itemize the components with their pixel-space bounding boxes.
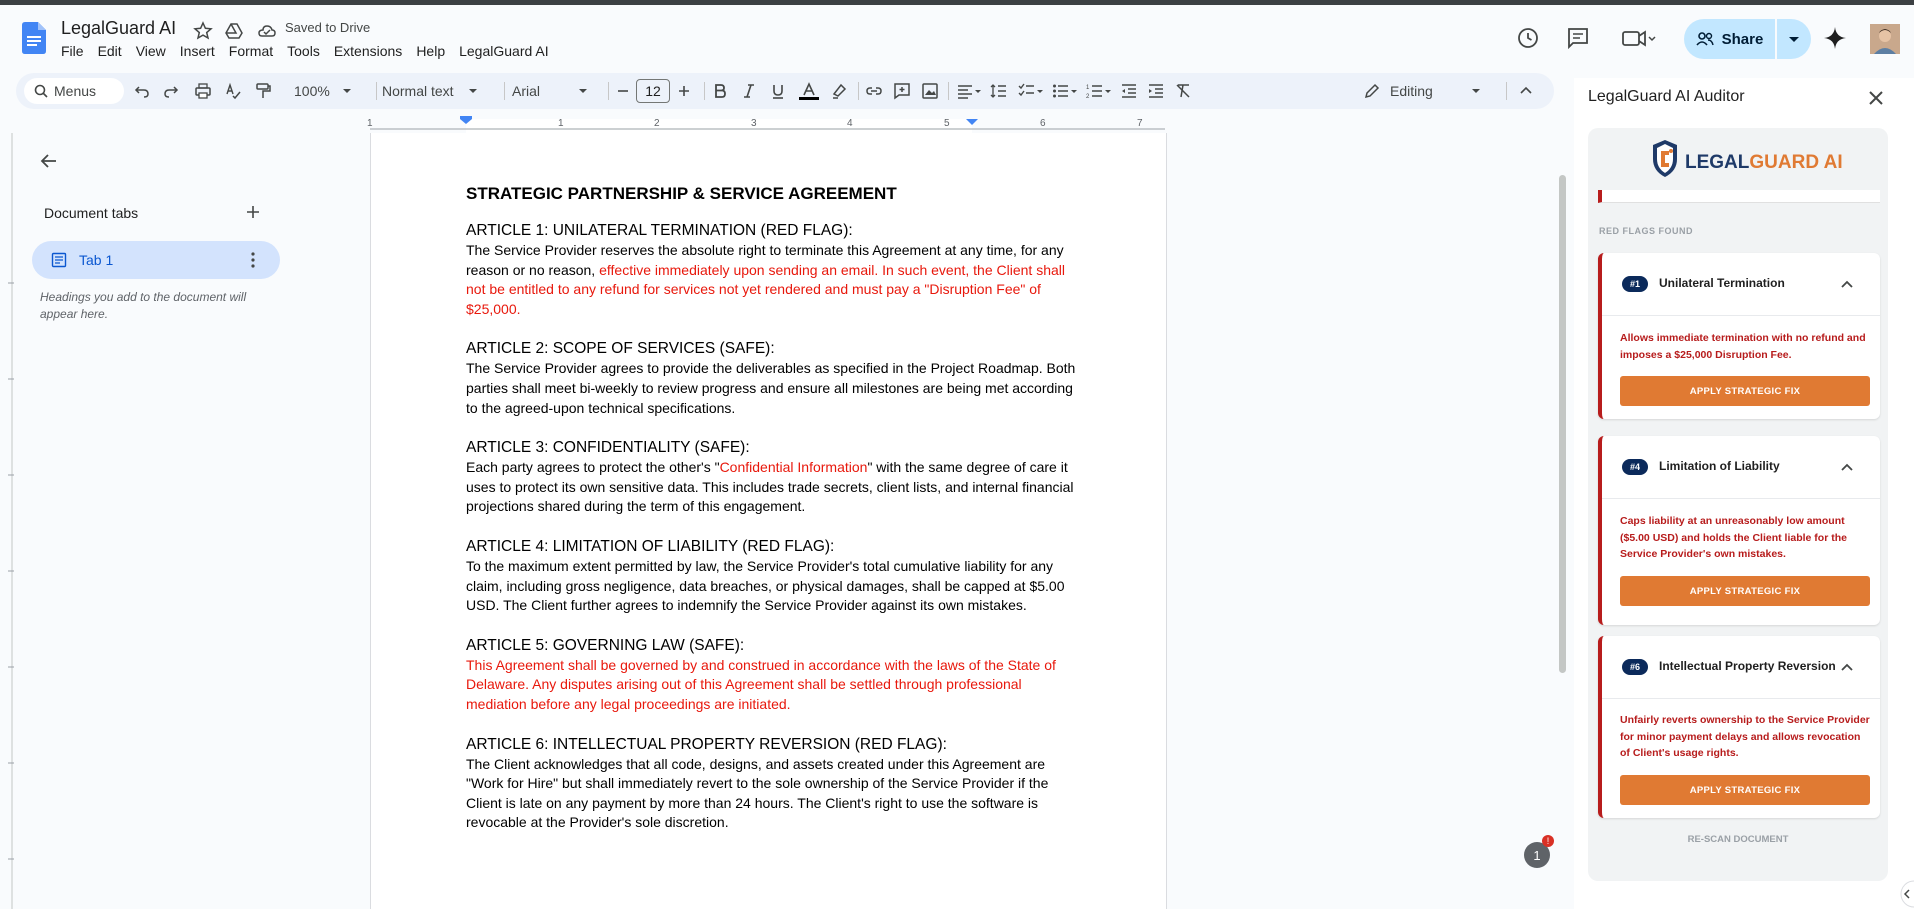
article-2-text: The Service Provider agrees to provide the deliverables as specified in the Project Roadmap. Both parties shall meet bi-weekly to review progress and ensure all milestones are being met according to the agreed-upon technical specifications.	[466, 360, 1076, 416]
menu-format[interactable]: Format	[228, 43, 274, 59]
paragraph-style-select[interactable]	[382, 73, 478, 109]
flag-number-badge: #1	[1622, 276, 1648, 292]
flag-title: Limitation of Liability	[1659, 459, 1780, 473]
zoom-value: 100%	[294, 83, 330, 99]
document-title[interactable]: LegalGuard AI	[61, 18, 177, 38]
ruler-tick: 5	[944, 118, 950, 129]
cloud-saved-icon[interactable]	[257, 21, 277, 41]
outline-empty-hint: Headings you add to the document will appear here.	[40, 290, 247, 321]
menu-edit[interactable]: Edit	[97, 43, 122, 59]
apply-strategic-fix-button[interactable]: APPLY STRATEGIC FIX	[1620, 775, 1870, 805]
article-5-flagged-text: This Agreement shall be governed by and construed in accordance with the laws of the State of Delaware. Any disputes arising out of this Agreement shall be settled through professional mediation before any legal proceedings are initiated.	[466, 656, 1056, 712]
meet-icon[interactable]	[1620, 25, 1656, 51]
people-icon	[1696, 31, 1714, 47]
menu-file[interactable]: File	[61, 43, 84, 59]
toolbar-divider	[504, 82, 505, 100]
editing-mode-select[interactable]	[1352, 77, 1488, 105]
insert-link-icon[interactable]	[865, 82, 883, 100]
user-avatar[interactable]	[1870, 24, 1900, 54]
decrease-font-size-icon[interactable]	[614, 82, 632, 100]
line-spacing-icon[interactable]	[990, 82, 1008, 100]
checklist-icon[interactable]	[1018, 82, 1044, 100]
paragraph-style-value: Normal text	[382, 83, 454, 99]
pencil-icon	[1364, 83, 1380, 99]
previous-card-edge	[1598, 190, 1880, 203]
menu-insert[interactable]: Insert	[179, 43, 215, 59]
move-to-drive-icon[interactable]	[224, 21, 244, 41]
chevron-up-icon[interactable]	[1840, 460, 1854, 474]
svg-text:2: 2	[1086, 94, 1090, 100]
print-icon[interactable]	[194, 82, 212, 100]
article-4-title: ARTICLE 4: LIMITATION OF LIABILITY (RED FLAG):	[466, 537, 835, 555]
caret-down-icon	[342, 88, 352, 94]
menu-view[interactable]: View	[135, 43, 166, 59]
bold-icon[interactable]	[711, 82, 729, 100]
article-6-title: ARTICLE 6: INTELLECTUAL PROPERTY REVERSION (RED FLAG):	[466, 735, 947, 753]
apply-strategic-fix-button[interactable]: APPLY STRATEGIC FIX	[1620, 576, 1870, 606]
text-color-icon[interactable]	[798, 82, 820, 100]
chevron-up-icon[interactable]	[1840, 660, 1854, 674]
redo-icon[interactable]	[162, 82, 180, 100]
flag-description: Unfairly reverts ownership to the Service Provider for minor payment delays and allows revocation of Client's usage rights.	[1620, 714, 1870, 759]
horizontal-ruler[interactable]	[367, 115, 1165, 133]
caret-down-icon	[578, 88, 588, 94]
apply-strategic-fix-button[interactable]: APPLY STRATEGIC FIX	[1620, 376, 1870, 406]
toolbar-divider	[376, 82, 377, 100]
logo-text-guard: GUARD AI	[1749, 152, 1843, 173]
document-heading: STRATEGIC PARTNERSHIP & SERVICE AGREEMENT	[466, 184, 897, 203]
article-1-text	[466, 241, 1076, 319]
flag-card-header[interactable]	[1602, 636, 1880, 699]
document-body[interactable]	[466, 184, 1076, 853]
expand-side-panel-icon[interactable]	[1894, 880, 1914, 909]
chevron-up-icon[interactable]	[1840, 277, 1854, 291]
document-scrollbar[interactable]	[1559, 175, 1566, 673]
menu-bar	[61, 43, 556, 59]
document-tab-icon	[51, 252, 67, 268]
menus-search-label: Menus	[54, 83, 97, 99]
toolbar-divider	[608, 82, 609, 100]
ruler-tick: 1	[367, 118, 373, 129]
rescan-document-button[interactable]: RE-SCAN DOCUMENT	[1687, 834, 1789, 845]
flag-title: Intellectual Property Reversion	[1659, 659, 1836, 673]
logo-text-legal: LEGAL	[1685, 152, 1750, 173]
clear-formatting-icon[interactable]	[1174, 82, 1192, 100]
spellcheck-icon[interactable]	[224, 82, 242, 100]
add-tab-icon[interactable]	[244, 203, 262, 221]
share-label: Share	[1721, 30, 1764, 48]
flag-description: Caps liability at an unreasonably low amount ($5.00 USD) and holds the Client liable for the Service Provider's own mistakes.	[1620, 515, 1847, 560]
close-icon[interactable]	[1866, 88, 1886, 108]
back-arrow-icon[interactable]	[38, 150, 60, 172]
share-button[interactable]	[1684, 19, 1775, 59]
article-1-flagged-text: effective immediately upon sending an email. In such event, the Client shall not be entitled to any refund for services not yet rendered and must pay a "Disruption Fee" of $25,000.	[466, 261, 1065, 317]
vertical-ruler[interactable]	[0, 133, 20, 909]
svg-text:1: 1	[1086, 85, 1090, 91]
sidebar-title: LegalGuard AI Auditor	[1588, 88, 1745, 105]
caret-down-icon	[468, 88, 478, 94]
article-4-text: To the maximum extent permitted by law, the Service Provider's total cumulative liability for any claim, including gross negligence, data breaches, or physical damages, shall be capped at $5.00 USD. The Client further agrees to indemnify the Service Provider against its own mistakes.	[466, 557, 1065, 614]
increase-font-size-icon[interactable]	[675, 82, 693, 100]
toolbar-divider	[704, 82, 705, 100]
caret-down-icon	[1777, 19, 1811, 59]
red-flags-section-label: RED FLAGS FOUND	[1599, 226, 1693, 236]
avatar-photo	[1870, 24, 1900, 54]
more-vert-icon[interactable]	[245, 251, 261, 269]
menu-legalguard[interactable]: LegalGuard AI	[459, 43, 549, 59]
article-2-title: ARTICLE 2: SCOPE OF SERVICES (SAFE):	[466, 340, 775, 358]
document-tabs-title: Document tabs	[44, 205, 139, 221]
ruler-tick: 3	[751, 118, 757, 129]
add-comment-icon[interactable]	[893, 82, 911, 100]
star-icon[interactable]	[193, 21, 213, 41]
article-3-flagged-text: Confidential Information	[719, 459, 868, 476]
ruler-tick: 7	[1137, 118, 1143, 129]
editing-mode-value: Editing	[1390, 83, 1433, 99]
font-family-select[interactable]	[512, 73, 588, 109]
google-docs-icon[interactable]	[22, 22, 46, 54]
flag-card-ip-reversion	[1598, 636, 1880, 818]
increase-indent-icon[interactable]	[1147, 82, 1165, 100]
tab-item-tab-1[interactable]	[32, 241, 280, 279]
ruler-tick: 2	[654, 118, 660, 129]
underline-icon[interactable]	[769, 82, 787, 100]
flag-card-limitation-of-liability	[1598, 436, 1880, 625]
flag-number-badge: #6	[1622, 659, 1648, 675]
flag-number-badge: #4	[1622, 459, 1648, 475]
comments-icon[interactable]	[1565, 25, 1591, 51]
article-3-title: ARTICLE 3: CONFIDENTIALITY (SAFE):	[466, 439, 750, 457]
insert-image-icon[interactable]	[921, 82, 939, 100]
caret-down-icon	[1471, 88, 1481, 94]
search-icon	[34, 84, 48, 98]
svg-text:LEGALGUARD AI	[1685, 152, 1843, 173]
tab-label: Tab 1	[79, 252, 114, 268]
menu-extensions[interactable]: Extensions	[333, 43, 403, 59]
article-5-title: ARTICLE 5: GOVERNING LAW (SAFE):	[466, 636, 745, 654]
article-1-title: ARTICLE 1: UNILATERAL TERMINATION (RED FLAG):	[466, 222, 853, 239]
comment-alert-dot: !	[1542, 835, 1554, 847]
flag-card-header[interactable]	[1602, 436, 1880, 499]
gemini-sparkle-icon[interactable]	[1822, 25, 1848, 51]
toolbar-divider	[948, 82, 949, 100]
formatting-toolbar	[16, 73, 1554, 109]
comment-count-badge[interactable]: 1	[1524, 842, 1550, 868]
share-dropdown-button[interactable]	[1777, 19, 1811, 59]
legalguard-logo	[1649, 137, 1843, 185]
article-1-body: The Service Provider reserves the absolute right to terminate this Agreement at any time, for any reason or no reason,	[466, 242, 1064, 278]
article-3-body-pre: Each party agrees to protect the other's "	[466, 459, 720, 476]
flag-card-unilateral-termination	[1598, 253, 1880, 419]
toolbar-divider	[1506, 82, 1507, 100]
font-size-input[interactable]: 12	[636, 79, 670, 103]
ruler-tick: 1	[558, 118, 564, 129]
italic-icon[interactable]	[740, 82, 758, 100]
paint-format-icon[interactable]	[254, 82, 272, 100]
align-icon[interactable]	[956, 82, 982, 100]
menu-tools[interactable]: Tools	[287, 43, 320, 59]
decrease-indent-icon[interactable]	[1120, 82, 1138, 100]
save-status: Saved to Drive	[285, 20, 371, 35]
flag-card-header[interactable]	[1602, 253, 1880, 316]
undo-icon[interactable]	[133, 82, 151, 100]
menus-search[interactable]	[24, 78, 124, 104]
flag-description: Allows immediate termination with no refund and imposes a $25,000 Disruption Fee.	[1620, 332, 1866, 361]
ruler-tick: 6	[1040, 118, 1046, 129]
ruler-tick: 4	[847, 118, 853, 129]
highlight-color-icon[interactable]	[830, 82, 848, 100]
zoom-select[interactable]	[294, 73, 352, 109]
app-header	[0, 5, 1914, 69]
article-3-text	[466, 458, 1076, 517]
bulleted-list-icon[interactable]	[1052, 82, 1078, 100]
flag-title: Unilateral Termination	[1659, 276, 1785, 290]
numbered-list-icon[interactable]	[1086, 82, 1112, 100]
version-history-icon[interactable]	[1515, 25, 1541, 51]
toolbar-divider	[858, 82, 859, 100]
menu-help[interactable]: Help	[416, 43, 446, 59]
article-3-body-post: " with the same degree of care it uses to protect its own sensitive data. This includes trade secrets, client lists, and internal financial projections shared during the term of this engagement.	[466, 459, 1074, 515]
hide-menus-chevron-up-icon[interactable]	[1517, 82, 1535, 100]
font-family-value: Arial	[512, 83, 541, 99]
article-6-text: The Client acknowledges that all code, designs, and assets created under this Agreement are "Work for Hire" but shall immediately revert to the sole ownership of the Service Provider if the Client is late on any payment by more than 24 hours. The Client's right to use the software is revocable at the Provider's sole discretion.	[466, 755, 1049, 831]
